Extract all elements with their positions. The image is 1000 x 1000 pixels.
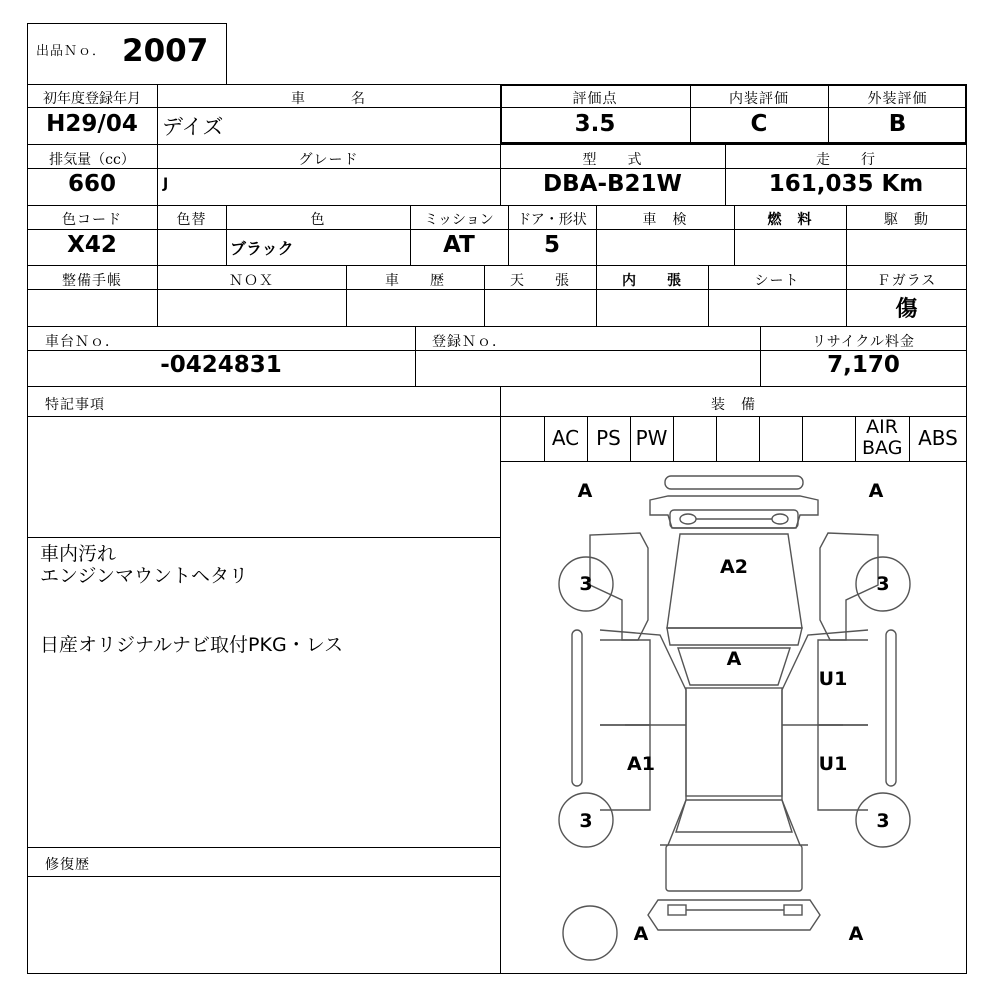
remarks-label: 特記事項 (45, 397, 105, 413)
back-door (666, 845, 802, 891)
mark-front-right-corner: A (868, 480, 884, 502)
equipment-ps: PS (596, 426, 621, 450)
front-bumper (650, 476, 818, 528)
rear-window (676, 800, 792, 832)
registration-number-label: 登録Ｎｏ． (432, 334, 507, 350)
headliner-label: 天 張 (510, 273, 570, 289)
rear-bumper (648, 900, 820, 930)
color-code-label: 色コード (62, 212, 122, 228)
chassis-number-label: 車台Ｎｏ． (45, 334, 120, 350)
left-front-door (600, 640, 650, 725)
seat-label: シート (754, 273, 800, 289)
color-label: 色 (310, 212, 326, 228)
left-body-side (600, 630, 686, 845)
fuel-label: 燃 料 (767, 212, 813, 228)
mark-rear-right-wheel: 3 (876, 810, 890, 832)
mark-right-rear-door: U1 (818, 753, 848, 775)
transmission-label: ミッション (424, 212, 494, 228)
remark-line: 日産オリジナルナビ取付PKG・レス (40, 634, 344, 656)
spare-tire-circle (563, 906, 617, 960)
exterior-rating-label: 外装評価 (867, 91, 928, 107)
door-shape-value: 5 (543, 232, 560, 258)
lot-number-value: 2007 (122, 33, 209, 69)
displacement-value: 660 (67, 171, 116, 197)
score-label: 評価点 (572, 91, 618, 107)
mark-front-left-corner: A (577, 480, 593, 502)
equipment-abs: ABS (918, 426, 958, 450)
repair-history-label: 修復歴 (45, 857, 90, 873)
lot-number-label: 出品Ｎｏ． (36, 44, 107, 59)
mark-front-left-wheel: 3 (579, 573, 593, 595)
equipment-ac: AC (551, 426, 580, 450)
model-code-value: DBA-B21W (543, 171, 682, 197)
score-value: 3.5 (574, 111, 616, 137)
chassis-number-value: -0424831 (160, 352, 282, 378)
remark-line: 車内汚れ (40, 543, 117, 565)
front-glass-value: 傷 (895, 297, 918, 322)
exterior-rating-value: B (888, 111, 907, 137)
vehicle-history-label: 車 歴 (385, 273, 445, 289)
door-shape-label: ドア・形状 (517, 212, 587, 228)
roof (686, 688, 782, 796)
mark-left-rear-door: A1 (627, 753, 655, 775)
recycle-fee-label: リサイクル料金 (811, 334, 916, 350)
mileage-label: 走 行 (816, 152, 876, 168)
maintenance-book-label: 整備手帳 (62, 273, 122, 289)
mark-windshield: A2 (720, 556, 748, 578)
right-body-side (782, 630, 868, 845)
displacement-label: 排気量（cc） (49, 152, 135, 168)
hood (667, 534, 802, 628)
grade-value: J (163, 176, 169, 192)
car-name-value: デイズ (162, 115, 224, 139)
interior-rating-label: 内装評価 (729, 91, 789, 107)
mark-rear-right-corner: A (848, 923, 864, 945)
remark-line: エンジンマウントヘタリ (40, 565, 249, 587)
mark-front-right-wheel: 3 (876, 573, 890, 595)
inspection-label: 車 検 (642, 212, 688, 228)
car-name-label: 車 名 (291, 91, 366, 107)
interior-trim-label: 内 張 (622, 273, 682, 289)
mileage-value: 161,035 Km (768, 171, 924, 197)
recycle-fee-value: 7,170 (827, 352, 900, 378)
nox-label: ＮＯＸ (229, 273, 274, 289)
color-value: ブラック (230, 239, 294, 258)
equipment-label: 装 備 (711, 397, 756, 413)
mark-rear-left-corner: A (633, 923, 649, 945)
mark-hood: A (726, 648, 742, 670)
repaint-label: 色替 (176, 212, 207, 228)
grade-label: グレード (298, 152, 359, 168)
mark-rear-left-wheel: 3 (579, 810, 593, 832)
interior-rating-value: C (750, 111, 768, 137)
color-code-value: X42 (67, 232, 117, 258)
equipment-airbag: AIR BAG (862, 416, 903, 459)
model-code-label: 型 式 (582, 152, 643, 168)
mark-right-front-door: U1 (818, 668, 848, 690)
first-registration-value: H29/04 (46, 111, 138, 137)
front-glass-label: Ｆガラス (876, 273, 937, 289)
first-registration-label: 初年度登録年月 (43, 91, 141, 107)
drive-label: 駆 動 (884, 212, 929, 228)
transmission-value: AT (443, 232, 475, 258)
equipment-pw: PW (635, 426, 668, 450)
